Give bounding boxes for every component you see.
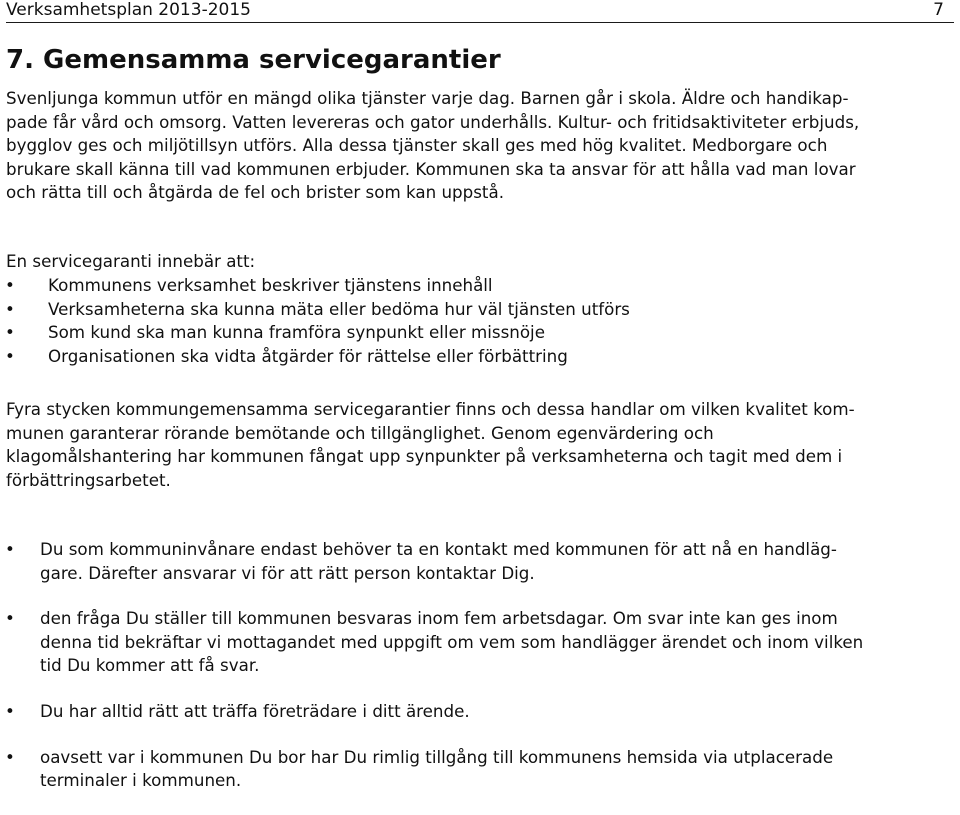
paragraph-line: Fyra stycken kommungemensamma servicegarantier finns och dessa handlar om vilken kvalitet kom- [6,399,855,419]
section-heading: 7. Gemensamma servicegarantier [6,45,501,75]
guarantee-line: Du har alltid rätt att träffa företrädare i ditt ärende. [40,700,470,721]
guarantee-definition-list [5,274,630,368]
guarantee-definition-intro: En servicegaranti innebär att: [6,251,256,271]
paragraph-line: brukare skall känna till vad kommunen erbjuder. Kommunen ska ta ansvar för att hålla vad man lovar [6,158,856,179]
guarantee-line: oavsett var i kommunen Du bor har Du rimlig tillgång till kommunens hemsida via utplacerade [40,746,834,767]
bullet-icon: • [5,746,15,767]
guarantee-line: denna tid bekräftar vi mottagandet med uppgift om vem som handlägger ärendet och inom vilken [40,631,864,652]
guarantee-line: tid Du kommer att få svar. [40,655,260,676]
bullet-icon: • [5,298,15,319]
paragraph-line: och rätta till och åtgärda de fel och brister som kan uppstå. [6,182,505,203]
intro-paragraph [6,87,946,205]
list-item [5,321,630,345]
bullet-icon: • [5,700,15,721]
list-item [5,345,630,369]
list-item-text: Som kund ska man kunna framföra synpunkt eller missnöje [48,322,545,343]
document-title: Verksamhetsplan 2013-2015 [6,0,251,20]
guarantee-line: Du som kommuninvånare endast behöver ta en kontakt med kommunen för att nå en handläg- [40,539,837,559]
list-item-text: Verksamheterna ska kunna mäta eller bedöma hur väl tjänsten utförs [48,298,630,319]
bullet-icon: • [5,345,15,366]
guarantee-item [5,700,863,724]
list-item-text: Organisationen ska vidta åtgärder för rättelse eller förbättring [48,345,568,366]
guarantee-line: den fråga Du ställer till kommunen besvaras inom fem arbetsdagar. Om svar inte kan ges inom [40,608,838,629]
guarantee-item [5,746,863,793]
page-number: 7 [933,0,944,20]
paragraph-line: pade får vård och omsorg. Vatten levereras och gator underhålls. Kultur- och fritidsaktiviteter erbjuds, [6,111,860,132]
paragraph-line: munen garanterar rörande bemötande och tillgänglighet. Genom egenvärdering och [6,422,714,443]
guarantee-item [5,538,863,585]
list-item [5,274,630,298]
guarantee-line: terminaler i kommunen. [40,770,242,791]
bullet-icon: • [5,275,15,295]
paragraph-line: Svenljunga kommun utför en mängd olika tjänster varje dag. Barnen går i skola. Äldre och handikap- [6,88,849,108]
paragraph-line: bygglov ges och miljötillsyn utförs. Alla dessa tjänster skall ges med hög kvalitet. Medborgare och [6,135,828,156]
bullet-icon: • [5,322,15,343]
paragraph-line: klagomålshantering har kommunen fångat upp synpunkter på verksamheterna och tagit med dem i [6,446,843,467]
paragraph-line: förbättringsarbetet. [6,469,171,490]
guarantee-line: gare. Därefter ansvarar vi för att rätt person kontaktar Dig. [40,562,535,583]
summary-paragraph [6,398,946,492]
guarantee-item [5,607,864,678]
bullet-icon: • [5,539,15,559]
page-header [6,0,954,23]
service-guarantees-list [5,538,864,815]
bullet-icon: • [5,608,15,629]
list-item [5,298,630,322]
list-item-text: Kommunens verksamhet beskriver tjänstens innehåll [48,275,493,295]
